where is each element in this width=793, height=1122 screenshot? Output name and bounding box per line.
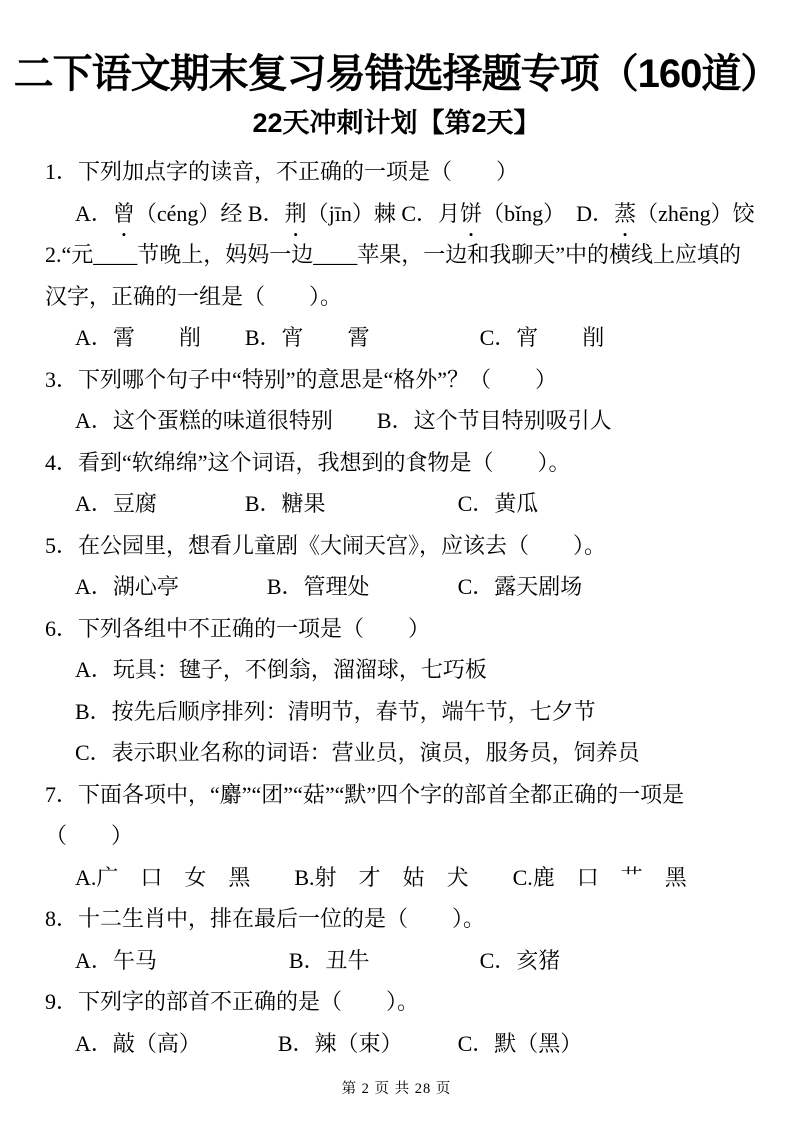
question-7-stem-line2: （ ）: [45, 823, 134, 848]
question-5-options: A．湖心亭 B．管理处 C．露天剧场: [75, 574, 583, 599]
question-7-stem-line1: 7．下面各项中，“麝”“团”“菇”“默”四个字的部首全都正确的一项是: [45, 781, 685, 807]
question-5-stem: 5．在公园里，想看儿童剧《大闹天宫》，应该去（ ）。: [45, 532, 607, 558]
question-9-stem: 9．下列字的部首不正确的是（ ）。: [45, 989, 420, 1014]
question-3: [45, 359, 773, 442]
question-4: [45, 442, 773, 525]
question-2-stem-line1: 2.“元____节晚上，妈妈一边____苹果，一边和我聊天”中的横线上应填的: [45, 242, 742, 267]
question-9-options: A．敲（高） B．辣（束） C．默（黑）: [75, 1030, 583, 1056]
question-6-stem: 6．下列各组中不正确的一项是（ ）: [45, 615, 431, 641]
question-4-options: A．豆腐 B．糖果 C．黄瓜: [75, 491, 539, 516]
page-title: 二下语文期末复习易错选择题专项（160道）: [13, 52, 780, 96]
questions-list: [0, 151, 793, 1064]
emphasized-char: 蒸: [614, 200, 637, 226]
question-8: [45, 898, 773, 981]
emphasized-char: 荆: [284, 200, 307, 226]
question-7-options: A.广 口 女 黑 B.射 才 姑 犬 C.鹿 口 艹 黑: [75, 864, 687, 890]
emphasized-char: 曾: [112, 200, 135, 226]
question-6: [45, 608, 773, 774]
question-9: [45, 981, 773, 1064]
question-6-option-a: A．玩具：毽子，不倒翁，溜溜球，七巧板: [75, 657, 487, 682]
question-6-option-c: C．表示职业名称的词语：营业员，演员，服务员，饲养员: [75, 740, 640, 765]
question-7: [45, 774, 773, 899]
question-4-stem: 4．看到“软绵绵”这个词语，我想到的食物是（ ）。: [45, 449, 571, 475]
emphasized-char: 饼: [460, 200, 483, 226]
page-number: 第 2 页 共 28 页: [341, 1081, 452, 1097]
question-6-option-b: B．按先后顺序排列：清明节，春节，端午节，七夕节: [75, 698, 596, 724]
question-8-stem: 8．十二生肖中，排在最后一位的是（ ）。: [45, 906, 486, 931]
question-2: [45, 234, 773, 359]
page-subtitle: 22天冲刺计划【第2天】: [252, 108, 541, 138]
question-8-options: A．午马 B．丑牛 C．亥猪: [75, 947, 561, 973]
question-1: [45, 151, 773, 234]
question-1-stem: 1．下列加点字的读音，不正确的一项是（ ）: [45, 159, 519, 184]
question-3-options: A．这个蛋糕的味道很特别 B．这个节目特别吸引人: [75, 408, 612, 433]
question-1-options: A．曾（céng）经 B．荆（jīn）棘 C．月饼（bǐng） D．蒸（zhēng）饺: [45, 193, 773, 235]
question-2-options: A．霄 削 B．宵 霄 C．宵 削: [75, 325, 605, 350]
question-5: [45, 525, 773, 608]
question-2-stem-line2: 汉字，正确的一组是（ ）。: [45, 283, 343, 309]
question-3-stem: 3．下列哪个句子中“特别”的意思是“格外”？（ ）: [45, 366, 558, 392]
